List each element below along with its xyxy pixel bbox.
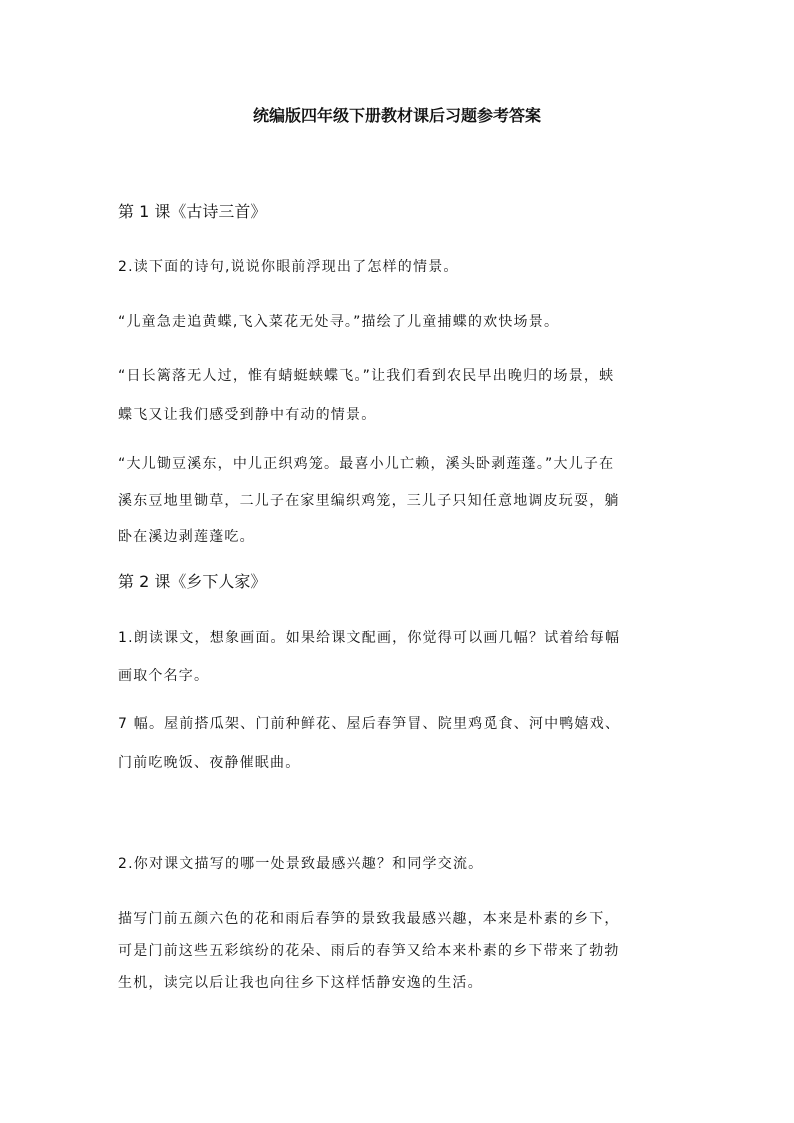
- lesson-2-answer-1-line-2: 门前吃晚饭、夜静催眠曲。: [118, 755, 301, 771]
- lesson-1-answer-2-line-2: 蝶飞又让我们感受到静中有动的情景。: [118, 407, 377, 423]
- document-title: 统编版四年级下册教材课后习题参考答案: [252, 106, 541, 125]
- lesson-2-answer-2-line-3: 生机，读完以后让我也向往乡下这样恬静安逸的生活。: [118, 975, 483, 991]
- lesson-2-question-2: 2.你对课文描写的哪一处景致最感兴趣？和同学交流。: [118, 856, 484, 872]
- lesson-1-answer-1: “儿童急走追黄蝶,飞入菜花无处寻。”描绘了儿童捕蝶的欢快场景。: [118, 314, 560, 330]
- lesson-1-answer-3-line-1: “大儿锄豆溪东，中儿正织鸡笼。最喜小儿亡赖，溪头卧剥莲蓬。”大儿子在: [118, 456, 615, 472]
- lesson-1-heading: 第 1 课《古诗三首》: [118, 202, 267, 221]
- lesson-2-heading: 第 2 课《乡下人家》: [118, 572, 267, 591]
- lesson-1-answer-3-line-2: 溪东豆地里锄草，二儿子在家里编织鸡笼，三儿子只知任意地调皮玩耍，躺: [118, 493, 620, 509]
- lesson-2-answer-1-line-1: 7 幅。屋前搭瓜架、门前种鲜花、屋后春笋冒、院里鸡觅食、河中鸭嬉戏、: [118, 716, 621, 732]
- lesson-2-answer-2-line-1: 描写门前五颜六色的花和雨后春笋的景致我最感兴趣，本来是朴素的乡下，: [118, 911, 620, 927]
- lesson-2-question-1-line-2: 画取个名字。: [118, 668, 210, 684]
- lesson-1-answer-3-line-3: 卧在溪边剥莲蓬吃。: [118, 529, 255, 545]
- lesson-2-question-1-line-1: 1.朗读课文，想象画面。如果给课文配画，你觉得可以画几幅？试着给每幅: [118, 630, 621, 646]
- lesson-1-answer-2-line-1: “日长篱落无人过，惟有蜻蜓蛱蝶飞。”让我们看到农民早出晚归的场景，蛱: [118, 368, 615, 384]
- lesson-1-question-2: 2.读下面的诗句,说说你眼前浮现出了怎样的情景。: [118, 259, 459, 275]
- lesson-2-answer-2-line-2: 可是门前这些五彩缤纷的花朵、雨后的春笋又给本来朴素的乡下带来了勃勃: [118, 943, 620, 959]
